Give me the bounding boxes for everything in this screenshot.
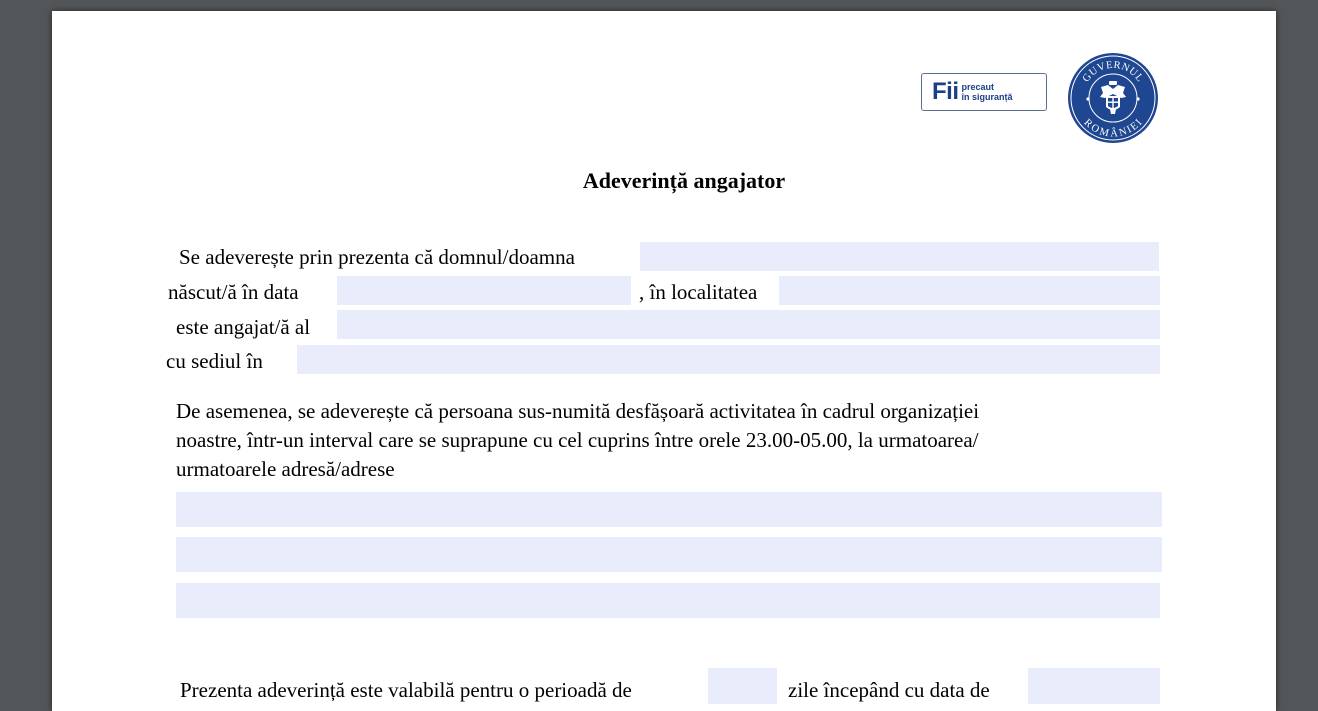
label-birth-place: , în localitatea — [639, 280, 758, 304]
guvernul-romaniei-seal — [1066, 51, 1160, 145]
label-employer: este angajat/ă al — [176, 315, 311, 339]
paragraph-line: noastre, într-un interval care se suprapune cu cel cuprins între orele 23.00-05.00, la urmatoarea/ — [176, 428, 979, 452]
seal-text-top: GUVERNUL — [1080, 59, 1146, 85]
paragraph-line: urmatoarele adresă/adrese — [176, 457, 395, 481]
address-field-3[interactable] — [176, 583, 1160, 618]
label-start-date: zile începând cu data de — [788, 678, 990, 702]
paragraph-line: De asemenea, se adeverește că persoana sus-numită desfășoară activitatea în cadrul organizației — [176, 399, 980, 423]
validity-days-field[interactable] — [708, 668, 777, 704]
fii-precaut-logo — [921, 73, 1047, 111]
fii-logo-text: Fii — [932, 78, 959, 105]
address-field-2[interactable] — [176, 537, 1162, 572]
label-name: Se adeverește prin prezenta că domnul/doamna — [179, 245, 575, 269]
label-birth-date: născut/ă în data — [168, 280, 299, 304]
headquarters-field[interactable] — [297, 345, 1160, 374]
seal-text-bottom: ROMÂNIEI — [1081, 117, 1145, 140]
activity-paragraph — [176, 397, 1176, 484]
start-date-field[interactable] — [1028, 668, 1160, 704]
birth-place-field[interactable] — [779, 276, 1160, 305]
birth-date-field[interactable] — [337, 276, 631, 305]
name-field[interactable] — [640, 242, 1159, 271]
pdf-page — [52, 11, 1276, 711]
label-validity: Prezenta adeverință este valabilă pentru o perioadă de — [180, 678, 632, 702]
fii-logo-subtext: precaut în siguranță — [961, 82, 1013, 102]
label-headquarters: cu sediul în — [166, 349, 263, 373]
document-title: Adeverință angajator — [582, 168, 786, 193]
employer-field[interactable] — [337, 310, 1160, 339]
address-field-1[interactable] — [176, 492, 1162, 527]
